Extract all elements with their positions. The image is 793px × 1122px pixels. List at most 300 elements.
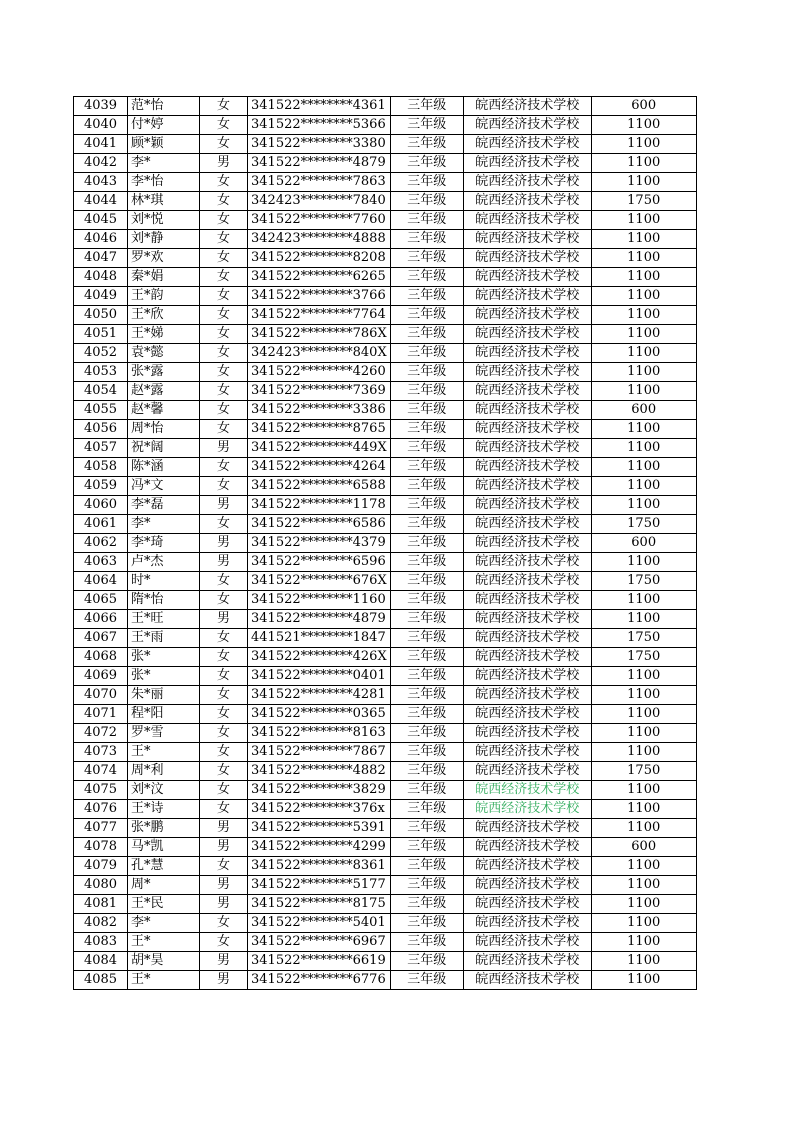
student-name-cell: 周*利 [128,762,200,781]
amount-cell: 1100 [591,971,696,990]
student-name-cell: 张* [128,648,200,667]
gender-cell: 女 [200,724,248,743]
table-row [74,173,697,192]
table-row [74,819,697,838]
amount-cell: 1100 [591,154,696,173]
table-row [74,648,697,667]
table-row [74,591,697,610]
serial-number-cell: 4047 [74,249,128,268]
grade-cell: 三年级 [390,458,463,477]
gender-cell: 女 [200,97,248,116]
grade-cell: 三年级 [390,173,463,192]
student-name-cell: 李* [128,914,200,933]
gender-cell: 女 [200,249,248,268]
student-name-cell: 马*凯 [128,838,200,857]
student-name-cell: 王*欣 [128,306,200,325]
student-name-cell: 朱*丽 [128,686,200,705]
gender-cell: 男 [200,819,248,838]
id-number-cell: 341522********7863 [248,173,391,192]
id-number-cell: 341522********8163 [248,724,391,743]
gender-cell: 女 [200,192,248,211]
grade-cell: 三年级 [390,781,463,800]
serial-number-cell: 4050 [74,306,128,325]
grade-cell: 三年级 [390,325,463,344]
amount-cell: 1100 [591,857,696,876]
table-row [74,363,697,382]
table-row [74,420,697,439]
grade-cell: 三年级 [390,154,463,173]
table-row [74,534,697,553]
amount-cell: 1750 [591,629,696,648]
serial-number-cell: 4043 [74,173,128,192]
student-name-cell: 李*怡 [128,173,200,192]
student-name-cell: 袁*懿 [128,344,200,363]
student-name-cell: 陈*涵 [128,458,200,477]
school-cell: 皖西经济技术学校 [463,306,591,325]
gender-cell: 女 [200,686,248,705]
serial-number-cell: 4061 [74,515,128,534]
id-number-cell: 341522********7760 [248,211,391,230]
student-name-cell: 王*娣 [128,325,200,344]
table-row [74,610,697,629]
student-name-cell: 付*婷 [128,116,200,135]
student-name-cell: 王* [128,971,200,990]
table-row [74,914,697,933]
grade-cell: 三年级 [390,971,463,990]
id-number-cell: 341522********4379 [248,534,391,553]
school-cell: 皖西经济技术学校 [463,952,591,971]
serial-number-cell: 4053 [74,363,128,382]
serial-number-cell: 4078 [74,838,128,857]
student-name-cell: 刘*汶 [128,781,200,800]
amount-cell: 1100 [591,420,696,439]
id-number-cell: 341522********1160 [248,591,391,610]
grade-cell: 三年级 [390,629,463,648]
grade-cell: 三年级 [390,952,463,971]
amount-cell: 1100 [591,363,696,382]
id-number-cell: 341522********676X [248,572,391,591]
gender-cell: 女 [200,515,248,534]
school-cell: 皖西经济技术学校 [463,173,591,192]
amount-cell: 1100 [591,591,696,610]
table-row [74,724,697,743]
amount-cell: 1100 [591,952,696,971]
table-row [74,97,697,116]
gender-cell: 女 [200,420,248,439]
gender-cell: 女 [200,363,248,382]
grade-cell: 三年级 [390,477,463,496]
id-number-cell: 341522********7764 [248,306,391,325]
school-cell: 皖西经济技术学校 [463,667,591,686]
student-name-cell: 隋*怡 [128,591,200,610]
school-cell: 皖西经济技术学校 [463,705,591,724]
student-name-cell: 王*韵 [128,287,200,306]
amount-cell: 1100 [591,610,696,629]
amount-cell: 1100 [591,933,696,952]
grade-cell: 三年级 [390,230,463,249]
student-name-cell: 范*怡 [128,97,200,116]
student-name-cell: 刘*悦 [128,211,200,230]
amount-cell: 1100 [591,686,696,705]
amount-cell: 1100 [591,211,696,230]
amount-cell: 1100 [591,287,696,306]
serial-number-cell: 4065 [74,591,128,610]
grade-cell: 三年级 [390,420,463,439]
school-cell: 皖西经济技术学校 [463,363,591,382]
amount-cell: 1100 [591,268,696,287]
table-row [74,249,697,268]
gender-cell: 女 [200,211,248,230]
id-number-cell: 441521********1847 [248,629,391,648]
serial-number-cell: 4068 [74,648,128,667]
gender-cell: 男 [200,838,248,857]
school-cell: 皖西经济技术学校 [463,610,591,629]
table-row [74,762,697,781]
gender-cell: 女 [200,648,248,667]
id-number-cell: 341522********5391 [248,819,391,838]
student-name-cell: 刘*静 [128,230,200,249]
table-row [74,439,697,458]
gender-cell: 女 [200,629,248,648]
student-name-cell: 时* [128,572,200,591]
grade-cell: 三年级 [390,705,463,724]
school-cell: 皖西经济技术学校 [463,477,591,496]
serial-number-cell: 4059 [74,477,128,496]
school-cell: 皖西经济技术学校 [463,249,591,268]
table-row [74,781,697,800]
serial-number-cell: 4051 [74,325,128,344]
school-cell: 皖西经济技术学校 [463,971,591,990]
serial-number-cell: 4081 [74,895,128,914]
student-name-cell: 李* [128,515,200,534]
amount-cell: 1750 [591,762,696,781]
gender-cell: 女 [200,173,248,192]
school-cell: 皖西经济技术学校 [463,876,591,895]
gender-cell: 女 [200,230,248,249]
grade-cell: 三年级 [390,287,463,306]
school-cell: 皖西经济技术学校 [463,458,591,477]
id-number-cell: 341522********8208 [248,249,391,268]
school-cell: 皖西经济技术学校 [463,933,591,952]
amount-cell: 1750 [591,515,696,534]
table-row [74,572,697,591]
id-number-cell: 341522********4361 [248,97,391,116]
grade-cell: 三年级 [390,591,463,610]
amount-cell: 1100 [591,496,696,515]
student-name-cell: 李*琦 [128,534,200,553]
serial-number-cell: 4067 [74,629,128,648]
id-number-cell: 341522********0365 [248,705,391,724]
school-cell: 皖西经济技术学校 [463,781,591,800]
serial-number-cell: 4072 [74,724,128,743]
table-row [74,458,697,477]
student-name-cell: 王*民 [128,895,200,914]
serial-number-cell: 4049 [74,287,128,306]
grade-cell: 三年级 [390,800,463,819]
student-name-cell: 祝*阔 [128,439,200,458]
school-cell: 皖西经济技术学校 [463,496,591,515]
serial-number-cell: 4076 [74,800,128,819]
amount-cell: 1100 [591,230,696,249]
school-cell: 皖西经济技术学校 [463,686,591,705]
student-name-cell: 王* [128,933,200,952]
school-cell: 皖西经济技术学校 [463,97,591,116]
grade-cell: 三年级 [390,553,463,572]
grade-cell: 三年级 [390,857,463,876]
table-row [74,192,697,211]
gender-cell: 女 [200,572,248,591]
grade-cell: 三年级 [390,249,463,268]
grade-cell: 三年级 [390,382,463,401]
id-number-cell: 341522********3829 [248,781,391,800]
gender-cell: 女 [200,705,248,724]
gender-cell: 男 [200,154,248,173]
amount-cell: 600 [591,534,696,553]
school-cell: 皖西经济技术学校 [463,515,591,534]
grade-cell: 三年级 [390,363,463,382]
student-name-cell: 卢*杰 [128,553,200,572]
serial-number-cell: 4057 [74,439,128,458]
table-row [74,344,697,363]
gender-cell: 男 [200,876,248,895]
grade-cell: 三年级 [390,496,463,515]
student-name-cell: 秦*娟 [128,268,200,287]
school-cell: 皖西经济技术学校 [463,724,591,743]
school-cell: 皖西经济技术学校 [463,287,591,306]
student-name-cell: 王*诗 [128,800,200,819]
student-name-cell: 李* [128,154,200,173]
table-row [74,971,697,990]
grade-cell: 三年级 [390,838,463,857]
gender-cell: 男 [200,610,248,629]
school-cell: 皖西经济技术学校 [463,762,591,781]
id-number-cell: 341522********4882 [248,762,391,781]
serial-number-cell: 4079 [74,857,128,876]
student-name-cell: 王*旺 [128,610,200,629]
school-cell: 皖西经济技术学校 [463,857,591,876]
table-row [74,876,697,895]
amount-cell: 1100 [591,439,696,458]
student-name-cell: 张*露 [128,363,200,382]
student-name-cell: 赵*馨 [128,401,200,420]
student-name-cell: 罗*雪 [128,724,200,743]
school-cell: 皖西经济技术学校 [463,838,591,857]
id-number-cell: 341522********3386 [248,401,391,420]
id-number-cell: 341522********6619 [248,952,391,971]
table-row [74,135,697,154]
id-number-cell: 341522********786X [248,325,391,344]
student-name-cell: 李*磊 [128,496,200,515]
id-number-cell: 341522********6596 [248,553,391,572]
table-row [74,743,697,762]
grade-cell: 三年级 [390,401,463,420]
gender-cell: 女 [200,401,248,420]
student-name-cell: 罗*欢 [128,249,200,268]
table-row [74,382,697,401]
serial-number-cell: 4075 [74,781,128,800]
gender-cell: 女 [200,382,248,401]
serial-number-cell: 4077 [74,819,128,838]
id-number-cell: 341522********5366 [248,116,391,135]
serial-number-cell: 4070 [74,686,128,705]
grade-cell: 三年级 [390,534,463,553]
amount-cell: 1100 [591,724,696,743]
serial-number-cell: 4062 [74,534,128,553]
student-name-cell: 顾*颖 [128,135,200,154]
gender-cell: 女 [200,914,248,933]
id-number-cell: 341522********6586 [248,515,391,534]
id-number-cell: 341522********7369 [248,382,391,401]
id-number-cell: 341522********4281 [248,686,391,705]
id-number-cell: 341522********8361 [248,857,391,876]
id-number-cell: 341522********1178 [248,496,391,515]
table-row [74,686,697,705]
amount-cell: 1100 [591,800,696,819]
amount-cell: 1750 [591,648,696,667]
school-cell: 皖西经济技术学校 [463,819,591,838]
table-row [74,496,697,515]
school-cell: 皖西经济技术学校 [463,591,591,610]
grade-cell: 三年级 [390,97,463,116]
id-number-cell: 341522********3380 [248,135,391,154]
school-cell: 皖西经济技术学校 [463,382,591,401]
gender-cell: 男 [200,971,248,990]
grade-cell: 三年级 [390,876,463,895]
grade-cell: 三年级 [390,762,463,781]
amount-cell: 600 [591,838,696,857]
amount-cell: 1100 [591,895,696,914]
amount-cell: 1100 [591,876,696,895]
serial-number-cell: 4054 [74,382,128,401]
grade-cell: 三年级 [390,743,463,762]
id-number-cell: 341522********5177 [248,876,391,895]
amount-cell: 1100 [591,325,696,344]
id-number-cell: 341522********7867 [248,743,391,762]
school-cell: 皖西经济技术学校 [463,553,591,572]
student-name-cell: 周*怡 [128,420,200,439]
id-number-cell: 341522********3766 [248,287,391,306]
gender-cell: 女 [200,857,248,876]
serial-number-cell: 4073 [74,743,128,762]
table-row [74,933,697,952]
amount-cell: 1100 [591,914,696,933]
table-row [74,857,697,876]
grade-cell: 三年级 [390,933,463,952]
school-cell: 皖西经济技术学校 [463,192,591,211]
serial-number-cell: 4080 [74,876,128,895]
student-name-cell: 张*鹏 [128,819,200,838]
gender-cell: 男 [200,496,248,515]
id-number-cell: 341522********6265 [248,268,391,287]
serial-number-cell: 4084 [74,952,128,971]
table-row [74,211,697,230]
serial-number-cell: 4085 [74,971,128,990]
serial-number-cell: 4040 [74,116,128,135]
student-name-cell: 周* [128,876,200,895]
table-row [74,553,697,572]
grade-cell: 三年级 [390,610,463,629]
amount-cell: 1100 [591,344,696,363]
serial-number-cell: 4083 [74,933,128,952]
id-number-cell: 341522********6967 [248,933,391,952]
table-row [74,287,697,306]
school-cell: 皖西经济技术学校 [463,572,591,591]
id-number-cell: 341522********4264 [248,458,391,477]
school-cell: 皖西经济技术学校 [463,439,591,458]
id-number-cell: 341522********6776 [248,971,391,990]
serial-number-cell: 4052 [74,344,128,363]
gender-cell: 女 [200,306,248,325]
serial-number-cell: 4046 [74,230,128,249]
grade-cell: 三年级 [390,135,463,154]
amount-cell: 1100 [591,116,696,135]
amount-cell: 1100 [591,173,696,192]
grade-cell: 三年级 [390,211,463,230]
gender-cell: 女 [200,458,248,477]
gender-cell: 女 [200,477,248,496]
school-cell: 皖西经济技术学校 [463,135,591,154]
serial-number-cell: 4074 [74,762,128,781]
serial-number-cell: 4066 [74,610,128,629]
gender-cell: 女 [200,268,248,287]
id-number-cell: 341522********6588 [248,477,391,496]
gender-cell: 女 [200,781,248,800]
table-row [74,325,697,344]
table-row [74,895,697,914]
student-name-cell: 孔*慧 [128,857,200,876]
gender-cell: 男 [200,952,248,971]
amount-cell: 1100 [591,553,696,572]
student-name-cell: 程*阳 [128,705,200,724]
serial-number-cell: 4063 [74,553,128,572]
amount-cell: 600 [591,401,696,420]
grade-cell: 三年级 [390,895,463,914]
school-cell: 皖西经济技术学校 [463,154,591,173]
school-cell: 皖西经济技术学校 [463,629,591,648]
table-row [74,515,697,534]
school-cell: 皖西经济技术学校 [463,268,591,287]
serial-number-cell: 4082 [74,914,128,933]
school-cell: 皖西经济技术学校 [463,420,591,439]
grade-cell: 三年级 [390,268,463,287]
id-number-cell: 342423********7840 [248,192,391,211]
serial-number-cell: 4039 [74,97,128,116]
id-number-cell: 341522********5401 [248,914,391,933]
id-number-cell: 341522********376x [248,800,391,819]
table-row [74,268,697,287]
student-name-cell: 王* [128,743,200,762]
grade-cell: 三年级 [390,515,463,534]
gender-cell: 女 [200,344,248,363]
amount-cell: 600 [591,97,696,116]
table-row [74,800,697,819]
student-name-cell: 胡*昊 [128,952,200,971]
school-cell: 皖西经济技术学校 [463,534,591,553]
amount-cell: 1100 [591,819,696,838]
gender-cell: 女 [200,591,248,610]
school-cell: 皖西经济技术学校 [463,914,591,933]
id-number-cell: 341522********0401 [248,667,391,686]
table-row [74,952,697,971]
grade-cell: 三年级 [390,686,463,705]
grade-cell: 三年级 [390,648,463,667]
school-cell: 皖西经济技术学校 [463,648,591,667]
serial-number-cell: 4056 [74,420,128,439]
id-number-cell: 341522********4879 [248,610,391,629]
serial-number-cell: 4042 [74,154,128,173]
student-name-cell: 林*琪 [128,192,200,211]
id-number-cell: 342423********4888 [248,230,391,249]
